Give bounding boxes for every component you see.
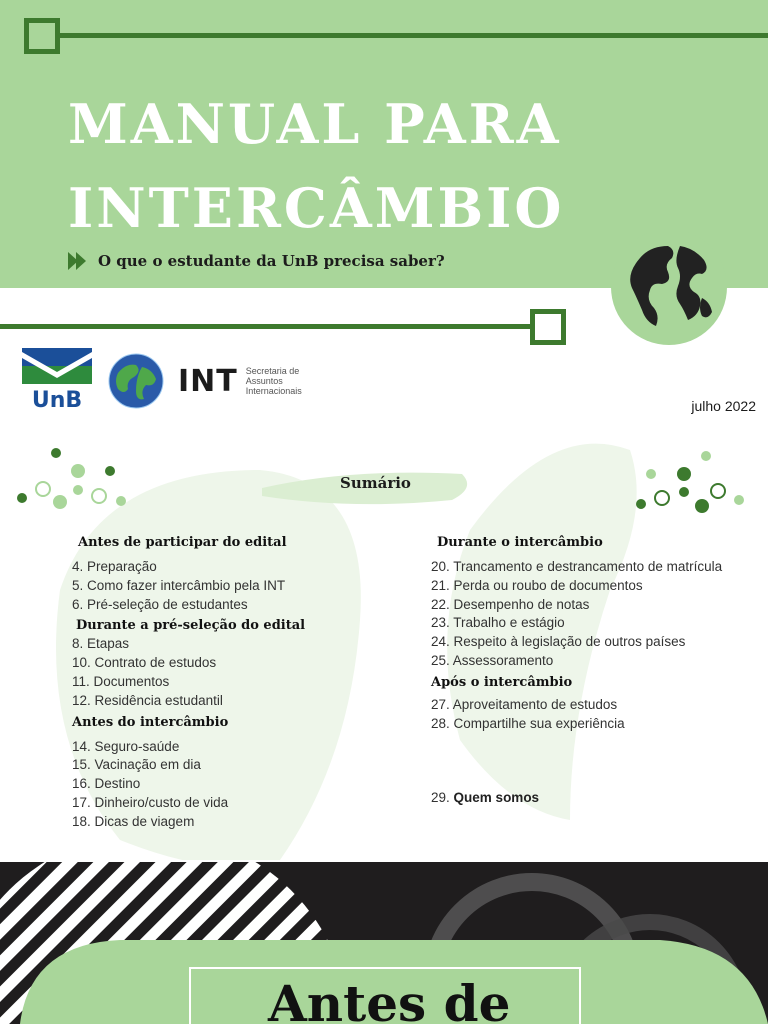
toc-item[interactable]: 25. Assessoramento	[431, 652, 554, 668]
section-heading: Antes de participar do edital	[78, 535, 287, 550]
toc-item[interactable]: 15. Vacinação em dia	[72, 757, 201, 773]
toc-item[interactable]: 11. Documentos	[72, 673, 170, 689]
decorative-square-middle	[530, 309, 566, 345]
section-heading: Durante a pré-seleção do edital	[76, 618, 306, 634]
summary-title: Sumário	[340, 474, 411, 492]
decorative-line-middle	[0, 324, 534, 329]
toc-label: Quem somos	[453, 790, 540, 806]
decorative-square-top	[24, 18, 60, 54]
title-line-2: INTERCÂMBIO	[68, 176, 565, 240]
toc-item[interactable]: 28. Compartilhe sua experiência	[431, 715, 625, 731]
title-line-1: MANUAL PARA	[68, 92, 562, 156]
toc-item[interactable]: 5. Como fazer intercâmbio pela INT	[72, 577, 286, 593]
int-wordmark: INT	[178, 363, 238, 399]
double-arrow-icon	[68, 250, 88, 272]
section-heading: Antes do intercâmbio	[72, 714, 229, 730]
toc-item[interactable]: 24. Respeito à legislação de outros países	[431, 634, 686, 650]
toc-number: 29.	[431, 790, 450, 806]
unb-wordmark: UnB	[31, 388, 83, 413]
institution-logos	[22, 348, 326, 414]
toc-item[interactable]: 12. Residência estudantil	[72, 692, 223, 708]
toc-item[interactable]: 21. Perda ou roubo de documentos	[431, 577, 643, 593]
unb-logo	[22, 348, 92, 414]
subtitle: O que o estudante da UnB precisa saber?	[98, 252, 445, 270]
toc-item[interactable]: 14. Seguro-saúde	[72, 738, 180, 754]
int-subtitle: Secretaria de Assuntos Internacionais	[245, 366, 302, 396]
toc-item[interactable]: 17. Dinheiro/custo de vida	[72, 794, 229, 810]
globe-icon	[610, 228, 728, 346]
section-heading: Após o intercâmbio	[431, 674, 573, 690]
toc-item[interactable]: 6. Pré-seleção de estudantes	[72, 596, 248, 612]
subtitle-row	[68, 250, 445, 272]
int-globe-icon	[108, 353, 164, 409]
toc-item[interactable]: 23. Trabalho e estágio	[431, 615, 565, 631]
summary-right-column	[431, 535, 741, 808]
publication-date: julho 2022	[691, 398, 756, 414]
toc-item[interactable]: 20. Trancamento e destrancamento de matrícula	[431, 559, 723, 574]
next-section-title: Antes de	[268, 974, 511, 1024]
toc-item[interactable]: 27. Aproveitamento de estudos	[431, 696, 618, 712]
toc-item[interactable]: 8. Etapas	[72, 636, 130, 652]
manual-title	[68, 82, 564, 250]
section-heading: Durante o intercâmbio	[437, 535, 603, 550]
toc-item[interactable]: 22. Desempenho de notas	[431, 596, 590, 612]
decorative-line-top	[58, 33, 768, 38]
toc-item[interactable]: 10. Contrato de estudos	[72, 655, 217, 671]
toc-item[interactable]: 4. Preparação	[72, 559, 157, 574]
int-logo	[178, 364, 326, 399]
toc-item[interactable]: 18. Dicas de viagem	[72, 813, 195, 829]
unb-emblem-icon	[22, 348, 92, 384]
toc-item[interactable]: 16. Destino	[72, 776, 141, 792]
summary-left-column	[72, 535, 402, 832]
toc-item-quem-somos[interactable]	[431, 789, 741, 808]
